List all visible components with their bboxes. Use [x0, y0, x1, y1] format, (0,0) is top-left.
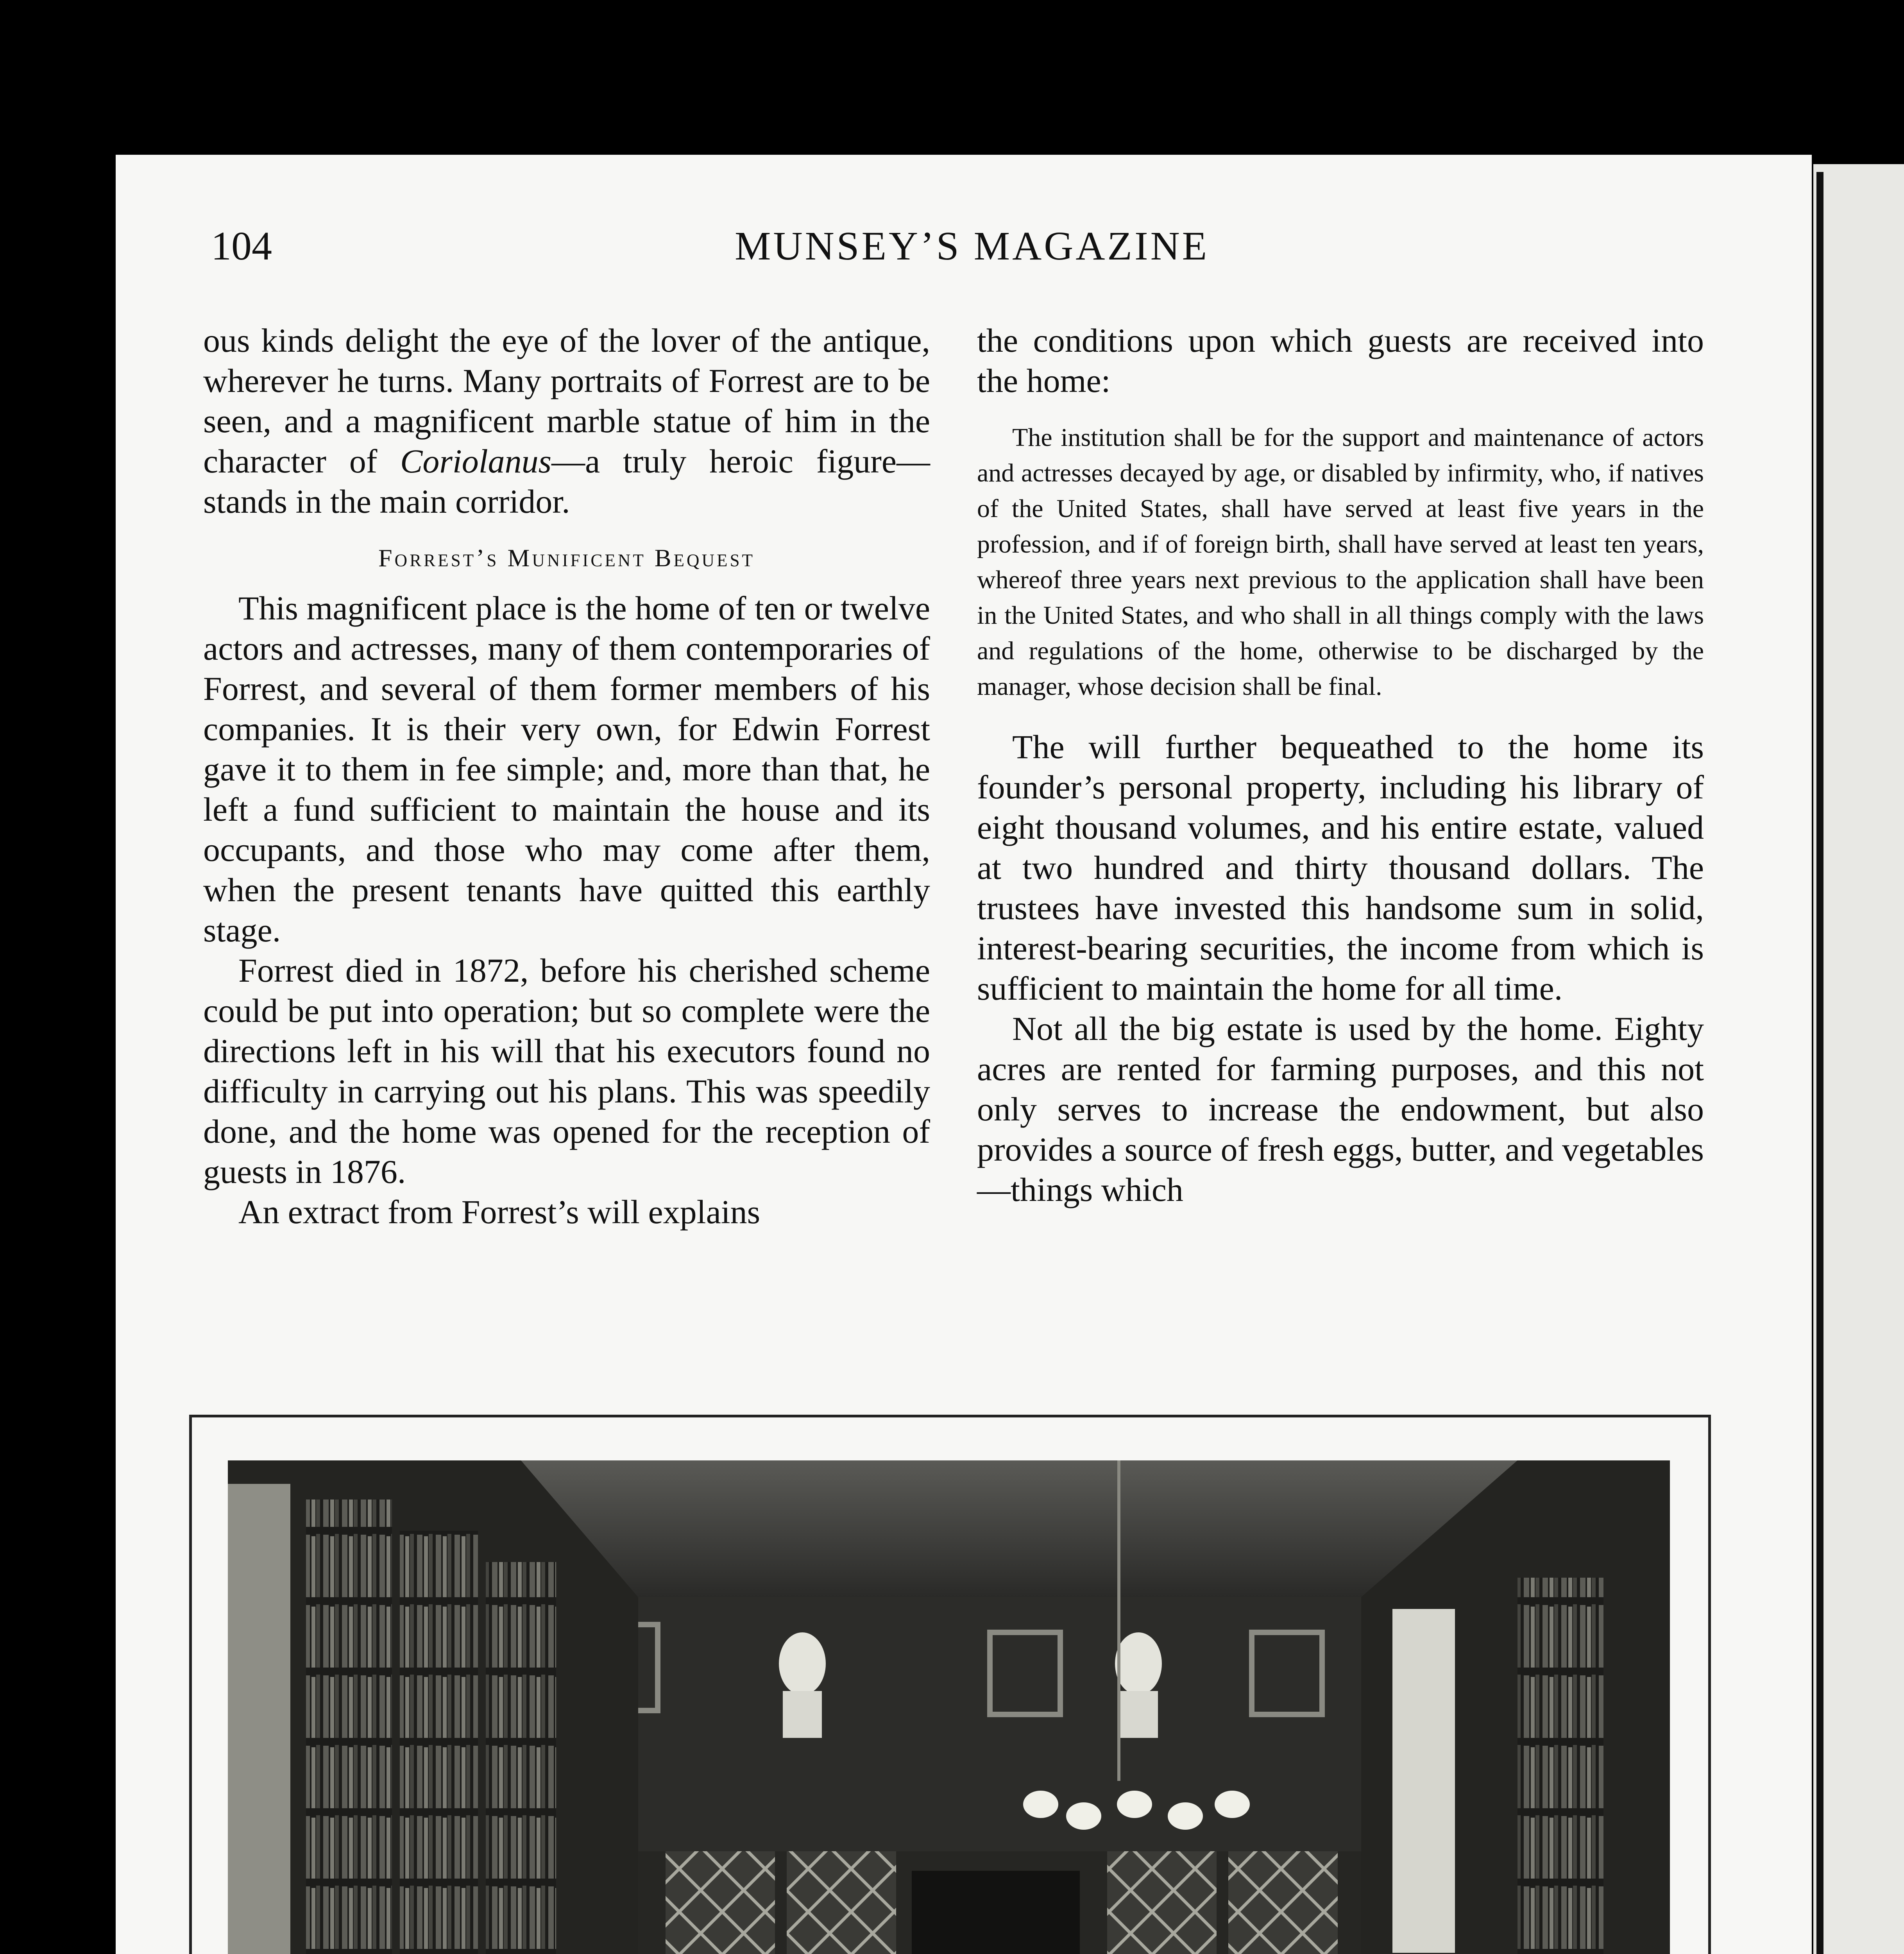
- section-heading: Forrest’s Munificent Bequest: [378, 544, 755, 572]
- paragraph: Forrest died in 1872, before his cherished scheme could be put into operation; but so complete were the directions left in his will that his executors found no difficulty in carrying out his plans. This was speedily done, and the home was opened for the reception of guests in 1876.: [203, 952, 930, 1190]
- paragraph: the conditions upon which guests are received into the home:: [977, 322, 1704, 399]
- library-photograph: [228, 1460, 1670, 1954]
- paragraph: The will further bequeathed to the home its founder’s personal property, including his library of eight thousand volumes, and his entire estate, valued at two hundred and thirty thousand dollars. The trustees have invested this handsome sum in solid, interest-bearing securities, the income from which is sufficient to maintain the home for all time.: [977, 728, 1704, 1007]
- library-photo-illustration: [228, 1460, 1670, 1954]
- right-text-column: [977, 320, 1704, 1210]
- page-gutter-shadow: [1816, 172, 1823, 1954]
- next-page-edge: [1813, 164, 1904, 1954]
- paragraph: This magnificent place is the home of ten or twelve actors and actresses, many of them contemporaries of Forrest, and several of them former members of his companies. It is their very own, for Edwin Forrest gave it to them in fee simple; and, more than that, he left a fund sufficient to maintain the house and its occupants, and those who may come after them, when the present tenants have quitted this earthly stage.: [203, 589, 930, 949]
- left-text-column: [203, 320, 930, 1232]
- paragraph-text: ous kinds delight the eye of the lover of the antique, wherever he turns. Many portraits of Forrest are to be seen, and a magnificent marble statue of him in the character of: [203, 322, 930, 480]
- page-number: 104: [211, 224, 272, 268]
- will-extract-quote: The institution shall be for the support and maintenance of actors and actresses decayed by age, or disabled by infirmity, who, if natives of the United States, shall have served at least five years in the profession, and if of foreign birth, shall have served at least ten years, whereof three years next previous to the application shall have been in the United States, and who shall in all things comply with the laws and regulations of the home, otherwise to be discharged by the manager, whose decision shall be final.: [977, 423, 1704, 701]
- paragraph: Not all the big estate is used by the home. Eighty acres are rented for farming purposes, and this not only serves to increase the endowment, but also provides a source of fresh eggs, butter, and vegetables—things which: [977, 1010, 1704, 1208]
- paragraph: An extract from Forrest’s will explains: [238, 1193, 761, 1231]
- paragraph-text: —a truly heroic figure—stands in the main corridor.: [203, 442, 931, 520]
- running-header-title: MUNSEY’S MAGAZINE: [735, 224, 1210, 268]
- italic-title: Coriolanus: [400, 442, 552, 480]
- paragraph: [203, 320, 930, 522]
- photo-frame: [189, 1415, 1711, 1954]
